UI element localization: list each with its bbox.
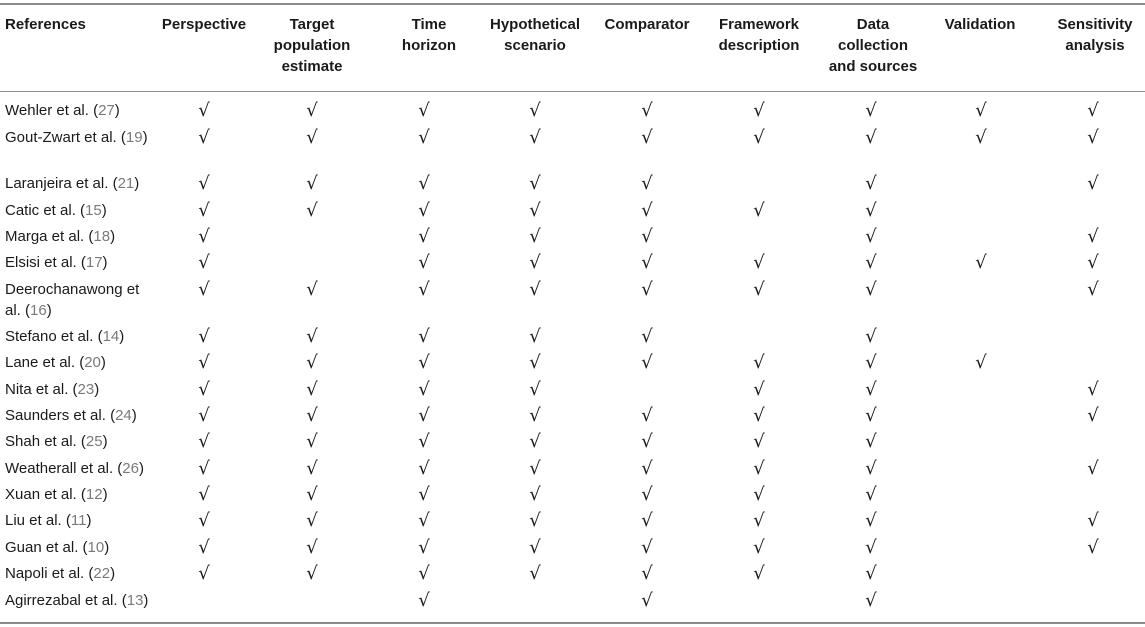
- table-row-reference: [5, 379, 175, 400]
- check-mark: √: [306, 379, 318, 400]
- check-mark: √: [198, 100, 210, 121]
- check-mark: √: [306, 537, 318, 558]
- check-mark: √: [753, 458, 765, 479]
- check-mark: √: [1087, 279, 1099, 300]
- reference-author: Laranjeira et al. (: [5, 175, 118, 192]
- reference-author: Stefano et al. (: [5, 328, 103, 345]
- check-mark: √: [306, 326, 318, 347]
- reference-close-paren: ): [100, 354, 106, 371]
- reference-citation-number[interactable]: 20: [84, 354, 101, 371]
- reference-close-paren: ): [143, 592, 149, 609]
- check-mark: √: [198, 352, 210, 373]
- check-mark: √: [198, 379, 210, 400]
- check-mark: √: [418, 352, 430, 373]
- check-mark: √: [418, 537, 430, 558]
- check-mark: √: [306, 431, 318, 452]
- table-row-reference: [5, 173, 175, 194]
- column-header-references: References: [5, 16, 86, 33]
- reference-citation-number[interactable]: 24: [115, 407, 132, 424]
- check-mark: √: [865, 458, 877, 479]
- reference-author: Shah et al. (: [5, 433, 86, 450]
- check-mark: √: [641, 127, 653, 148]
- check-mark: √: [418, 458, 430, 479]
- table-row-reference: [5, 405, 175, 426]
- table-row-reference: [5, 252, 175, 273]
- reference-close-paren: ): [102, 486, 108, 503]
- check-mark: √: [529, 252, 541, 273]
- reference-citation-number[interactable]: 10: [87, 539, 105, 556]
- check-mark: √: [306, 458, 318, 479]
- check-mark: √: [1087, 226, 1099, 247]
- check-mark: √: [1087, 379, 1099, 400]
- check-mark: √: [418, 431, 430, 452]
- table-row-reference: [5, 200, 175, 221]
- check-mark: √: [198, 563, 210, 584]
- check-mark: √: [641, 484, 653, 505]
- check-mark: √: [865, 252, 877, 273]
- reference-author: Marga et al. (: [5, 228, 94, 245]
- reference-close-paren: ): [104, 539, 110, 556]
- table-row-reference: [5, 563, 175, 584]
- column-header-framework-description: Framework description: [718, 16, 800, 54]
- reference-close-paren: ): [134, 175, 140, 192]
- check-mark: √: [975, 352, 987, 373]
- check-mark: √: [753, 484, 765, 505]
- check-mark: √: [306, 405, 318, 426]
- check-mark: √: [641, 537, 653, 558]
- reference-close-paren: ): [110, 228, 116, 245]
- reference-close-paren: ): [86, 512, 92, 529]
- check-mark: √: [865, 127, 877, 148]
- check-mark: √: [975, 127, 987, 148]
- reference-citation-number[interactable]: 17: [85, 254, 103, 271]
- reference-author: Liu et al. (: [5, 512, 71, 529]
- check-mark: √: [418, 510, 430, 531]
- check-mark: √: [975, 100, 987, 121]
- table-row-reference: [5, 510, 175, 531]
- column-header-sensitivity-analysis: Sensitivity analysis: [1057, 16, 1133, 54]
- reference-author: Elsisi et al. (: [5, 254, 86, 271]
- check-mark: √: [641, 326, 653, 347]
- check-mark: √: [198, 458, 210, 479]
- check-mark: √: [418, 200, 430, 221]
- check-mark: √: [198, 484, 210, 505]
- check-mark: √: [529, 173, 541, 194]
- check-mark: √: [641, 405, 653, 426]
- bottom-rule: [0, 622, 1145, 624]
- reference-citation-number[interactable]: 12: [85, 486, 103, 503]
- check-mark: √: [529, 484, 541, 505]
- check-mark: √: [418, 279, 430, 300]
- check-mark: √: [306, 484, 318, 505]
- reference-author: Guan et al. (: [5, 539, 88, 556]
- reference-citation-number[interactable]: 27: [98, 102, 115, 119]
- check-mark: √: [529, 537, 541, 558]
- check-mark: √: [198, 326, 210, 347]
- check-mark: √: [641, 200, 653, 221]
- reference-close-paren: ): [102, 254, 108, 271]
- check-mark: √: [865, 405, 877, 426]
- check-mark: √: [418, 405, 430, 426]
- check-mark: √: [865, 431, 877, 452]
- check-mark: √: [753, 537, 765, 558]
- check-mark: √: [529, 279, 541, 300]
- check-mark: √: [529, 100, 541, 121]
- reference-citation-number[interactable]: 15: [85, 202, 102, 219]
- check-mark: √: [865, 510, 877, 531]
- check-mark: √: [641, 279, 653, 300]
- reference-author: Catic et al. (: [5, 202, 86, 219]
- check-mark: √: [306, 352, 318, 373]
- check-mark: √: [753, 510, 765, 531]
- check-mark: √: [641, 590, 653, 611]
- check-mark: √: [198, 226, 210, 247]
- top-rule: [0, 3, 1145, 5]
- check-mark: √: [1087, 510, 1099, 531]
- reference-close-paren: ): [102, 433, 108, 450]
- reference-author: Deerochanawong et al. (: [5, 281, 140, 319]
- check-mark: √: [641, 510, 653, 531]
- check-mark: √: [1087, 173, 1099, 194]
- check-mark: √: [753, 100, 765, 121]
- check-mark: √: [306, 200, 318, 221]
- column-header-perspective: Perspective: [161, 16, 247, 33]
- check-mark: √: [1087, 127, 1099, 148]
- reference-close-paren: ): [131, 407, 137, 424]
- table-row-reference: [5, 100, 175, 121]
- reference-citation-number[interactable]: 11: [70, 512, 87, 529]
- check-mark: √: [418, 484, 430, 505]
- check-mark: √: [753, 563, 765, 584]
- check-mark: √: [641, 352, 653, 373]
- reference-citation-number[interactable]: 13: [126, 592, 144, 609]
- check-mark: √: [865, 173, 877, 194]
- check-mark: √: [865, 326, 877, 347]
- reference-author: Weatherall et al. (: [5, 460, 123, 477]
- check-mark: √: [865, 279, 877, 300]
- check-mark: √: [753, 431, 765, 452]
- reference-close-paren: ): [110, 565, 116, 582]
- table-row-reference: [5, 352, 175, 373]
- reference-close-paren: ): [119, 328, 125, 345]
- check-mark: √: [641, 563, 653, 584]
- reference-citation-number[interactable]: 19: [125, 129, 143, 146]
- check-mark: √: [306, 173, 318, 194]
- check-mark: √: [865, 100, 877, 121]
- header-rule: [0, 91, 1145, 92]
- reference-close-paren: ): [114, 102, 120, 119]
- check-mark: √: [198, 279, 210, 300]
- check-mark: √: [529, 326, 541, 347]
- column-header-validation: Validation: [944, 16, 1016, 33]
- reference-author: Wehler et al. (: [5, 102, 99, 119]
- reference-close-paren: ): [101, 202, 107, 219]
- check-mark: √: [753, 379, 765, 400]
- check-mark: √: [641, 458, 653, 479]
- table-row-reference: [5, 226, 175, 247]
- check-mark: √: [865, 352, 877, 373]
- reference-close-paren: ): [142, 129, 148, 146]
- reference-author: Agirrezabal et al. (: [5, 592, 127, 609]
- reference-author: Nita et al. (: [5, 381, 78, 398]
- check-mark: √: [865, 590, 877, 611]
- check-mark: √: [306, 100, 318, 121]
- table-row-reference: [5, 484, 175, 505]
- reference-citation-number[interactable]: 21: [117, 175, 135, 192]
- check-mark: √: [418, 173, 430, 194]
- check-mark: √: [529, 563, 541, 584]
- reference-citation-number[interactable]: 22: [93, 565, 111, 582]
- column-header-target-population-estimate: Target population estimate: [273, 16, 351, 75]
- column-header-data-collection: Data collection and sources: [828, 16, 918, 75]
- check-mark: √: [641, 226, 653, 247]
- check-mark: √: [529, 379, 541, 400]
- check-mark: √: [753, 352, 765, 373]
- check-mark: √: [865, 200, 877, 221]
- check-mark: √: [198, 537, 210, 558]
- check-mark: √: [641, 100, 653, 121]
- check-mark: √: [529, 200, 541, 221]
- check-mark: √: [865, 563, 877, 584]
- check-mark: √: [418, 127, 430, 148]
- check-mark: √: [529, 431, 541, 452]
- check-mark: √: [1087, 537, 1099, 558]
- check-mark: √: [198, 200, 210, 221]
- table-row-reference: [5, 127, 150, 148]
- check-mark: √: [418, 226, 430, 247]
- check-mark: √: [306, 563, 318, 584]
- column-header-comparator: Comparator: [604, 16, 690, 33]
- check-mark: √: [865, 537, 877, 558]
- reference-citation-number[interactable]: 25: [85, 433, 103, 450]
- check-mark: √: [418, 590, 430, 611]
- table-row-reference: [5, 279, 150, 321]
- reference-author: Saunders et al. (: [5, 407, 116, 424]
- check-mark: √: [418, 100, 430, 121]
- table-row-reference: [5, 458, 175, 479]
- check-mark: √: [529, 510, 541, 531]
- check-mark: √: [418, 379, 430, 400]
- reference-author: Napoli et al. (: [5, 565, 94, 582]
- check-mark: √: [1087, 458, 1099, 479]
- check-mark: √: [753, 279, 765, 300]
- reference-citation-number[interactable]: 14: [102, 328, 120, 345]
- check-mark: √: [753, 405, 765, 426]
- check-mark: √: [198, 173, 210, 194]
- reference-close-paren: ): [46, 302, 52, 319]
- check-mark: √: [753, 252, 765, 273]
- check-mark: √: [306, 279, 318, 300]
- check-mark: √: [529, 226, 541, 247]
- check-mark: √: [198, 405, 210, 426]
- column-header-hypothetical-scenario: Hypothetical scenario: [489, 16, 580, 54]
- check-mark: √: [306, 510, 318, 531]
- reference-close-paren: ): [138, 460, 144, 477]
- check-mark: √: [198, 252, 210, 273]
- check-mark: √: [529, 127, 541, 148]
- check-mark: √: [753, 200, 765, 221]
- reference-author: Gout-Zwart et al. (: [5, 129, 126, 146]
- check-mark: √: [641, 431, 653, 452]
- check-mark: √: [1087, 252, 1099, 273]
- check-mark: √: [1087, 100, 1099, 121]
- table-row-reference: [5, 590, 175, 611]
- column-header-time-horizon: Time horizon: [401, 16, 457, 54]
- check-mark: √: [865, 379, 877, 400]
- check-mark: √: [418, 252, 430, 273]
- check-mark: √: [529, 352, 541, 373]
- check-mark: √: [641, 252, 653, 273]
- check-mark: √: [418, 563, 430, 584]
- table-row-reference: [5, 431, 175, 452]
- check-mark: √: [529, 458, 541, 479]
- table-row-reference: [5, 537, 175, 558]
- check-mark: √: [641, 173, 653, 194]
- check-mark: √: [975, 252, 987, 273]
- reference-citation-number[interactable]: 18: [93, 228, 111, 245]
- reference-citation-number[interactable]: 16: [30, 302, 47, 319]
- reference-citation-number[interactable]: 26: [122, 460, 139, 477]
- check-mark: √: [418, 326, 430, 347]
- check-mark: √: [865, 226, 877, 247]
- check-mark: √: [198, 127, 210, 148]
- reference-close-paren: ): [94, 381, 100, 398]
- reference-author: Xuan et al. (: [5, 486, 86, 503]
- table-row-reference: [5, 326, 175, 347]
- reference-author: Lane et al. (: [5, 354, 85, 371]
- check-mark: √: [529, 405, 541, 426]
- check-mark: √: [198, 431, 210, 452]
- check-mark: √: [198, 510, 210, 531]
- reference-citation-number[interactable]: 23: [77, 381, 95, 398]
- check-mark: √: [1087, 405, 1099, 426]
- check-mark: √: [865, 484, 877, 505]
- check-mark: √: [753, 127, 765, 148]
- check-mark: √: [306, 127, 318, 148]
